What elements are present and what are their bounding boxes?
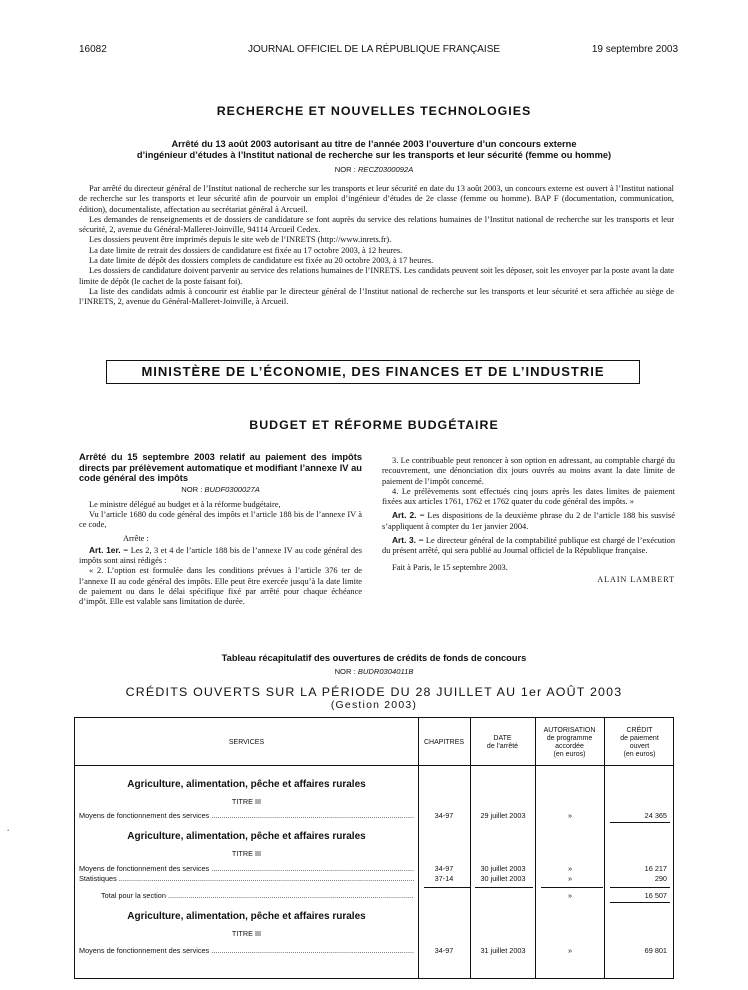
table-row-credit: 16 217: [644, 864, 667, 873]
table-row-chapitre: 34-97: [434, 811, 454, 820]
table-row-autorisation: »: [567, 864, 573, 873]
paragraph: La date limite de dépôt des dossiers complets de candidature est fixée au 20 octobre 2003, à 17 heures.: [89, 256, 434, 266]
signer-name: ALAIN LAMBERT: [597, 574, 675, 584]
table-row-label: Statistiques .....: [79, 874, 414, 883]
paragraph: Vu l’article 1680 du code général des impôts et l’article 188 bis de l’annexe IV à ce code,: [79, 509, 362, 530]
total-rule: [610, 822, 670, 823]
paragraph: Par arrêté du directeur général de l’Institut national de recherche sur les transports et leur sécurité en date du 13 août 2003, un concours externe est ouvert à l’Institut national de recherche sur les transports et leur sécurité afin de pourvoir un emploi d’ingénieur d’études de 2e classe (femme ou homme). BAP F (documentation, communication, édition), documentaliste, affectation au secrétariat général à Arcueil.: [79, 184, 674, 214]
table-row-credit: 69 801: [644, 946, 667, 955]
table-row-autorisation: »: [567, 874, 573, 883]
article-2: [382, 510, 675, 532]
table-row-label: Moyens de fonctionnement des services .....: [79, 864, 414, 873]
paragraph: Les dossiers peuvent être imprimés depuis le site web de l’INRETS (http://www.inrets.fr).: [89, 235, 392, 245]
header-line: de programme: [546, 735, 593, 742]
header-line: de l’arrêté: [486, 743, 519, 750]
group-ministry-title: Agriculture, alimentation, pêche et affaires rurales: [127, 831, 366, 842]
arrete-title-1: [84, 139, 664, 161]
paragraph: 4. Le prélèvements sont effectués cinq jours après les dates limites de paiement fixées aux articles 1761, 1762 et 1762 quater du code général des impôts. »: [382, 486, 675, 507]
column-header-chapitres: CHAPITRES: [423, 739, 465, 746]
header-line: (en euros): [553, 751, 586, 758]
article-label: Art. 2. −: [392, 510, 425, 521]
paragraph: La liste des candidats admis à concourir est établie par le directeur général de l’Institut national de recherche sur les transports et leur sécurité et sera affichée au siège de l’INRETS, 2, avenue du Général-Malleret-Joinville, à Arcueil.: [79, 286, 674, 307]
left-column: [79, 452, 362, 607]
group-titre: TITRE III: [231, 797, 262, 806]
header-line: ouvert: [629, 743, 650, 750]
table-row-label: Moyens de fonctionnement des services .....: [79, 811, 414, 820]
arrete-title-1-line2: d’ingénieur d’études à l’Institut national de recherche sur les transports et leur sécurité (femme ou homme): [136, 150, 612, 160]
done-at: Fait à Paris, le 15 septembre 2003.: [392, 562, 508, 572]
paragraph: La date limite de retrait des dossiers de candidature est fixée au 17 octobre 2003, à 12 heures.: [89, 245, 403, 255]
journal-title: JOURNAL OFFICIEL DE LA RÉPUBLIQUE FRANÇAISE: [247, 44, 501, 55]
nor-label: NOR :: [334, 667, 356, 676]
header-line: DATE: [493, 735, 512, 742]
paragraph: Le ministre délégué au budget et à la réforme budgétaire,: [89, 499, 281, 509]
paragraph: Les dossiers de candidature doivent parvenir au service des relations humaines de l’INRETS. Les candidats peuvent soit les déposer, soit les envoyer par la poste avant la date limite de dépôt (le cachet de la poste faisant foi).: [79, 266, 674, 286]
section-title-budget: BUDGET ET RÉFORME BUDGÉTAIRE: [249, 418, 499, 432]
table-row-date: 31 juillet 2003: [480, 946, 526, 955]
gestion-subheading: (Gestion 2003): [330, 699, 418, 711]
column-header-autorisation: [535, 727, 604, 759]
article-text: Les 2, 3 et 4 de l’article 188 bis de l’annexe IV au code général des impôts sont ainsi rédigés :: [79, 545, 363, 565]
group-titre: TITRE III: [231, 849, 262, 858]
arrete-title-2: Arrêté du 15 septembre 2003 relatif au paiement des impôts directs par prélèvement automatique et modifiant l’annexe IV au code général des impôts: [79, 452, 362, 483]
total-rule: [424, 887, 470, 888]
total-rule: [475, 887, 533, 888]
group-titre: TITRE III: [231, 929, 262, 938]
article-text: Le directeur général de la comptabilité publique est chargé de l’exécution du présent arrêté, qui sera publié au Journal officiel de la République française.: [382, 536, 676, 556]
margin-mark: ‘: [7, 828, 10, 836]
nor-label: NOR :: [334, 165, 356, 174]
table-row-date: 29 juillet 2003: [480, 811, 526, 820]
nor-reference-3: [0, 667, 748, 676]
nor-reference-1: [0, 165, 748, 174]
article-label: Art. 1er. −: [89, 544, 129, 555]
total-rule: [610, 902, 670, 903]
table-row-autorisation: »: [567, 811, 573, 820]
table-row-label: Moyens de fonctionnement des services .....: [79, 946, 414, 955]
column-divider: [418, 718, 419, 978]
right-column: [382, 456, 675, 584]
table-row-date: 30 juillet 2003: [480, 874, 526, 883]
table-row-chapitre: 37-14: [434, 874, 454, 883]
header-line: accordée: [555, 743, 584, 750]
column-header-date: [470, 735, 535, 751]
header-line: AUTORISATION: [543, 727, 596, 734]
page-number: 16082: [79, 44, 107, 55]
nor-label: NOR :: [181, 484, 203, 494]
nor-code: BUDF0300027A: [204, 484, 260, 494]
column-divider: [470, 718, 471, 978]
table-title: Tableau récapitulatif des ouvertures de crédits de fonds de concours: [221, 653, 527, 663]
total-rule: [610, 887, 670, 888]
table-row-date: 30 juillet 2003: [480, 864, 526, 873]
article-3: [382, 535, 675, 557]
arrete-body-1: [79, 184, 674, 308]
credits-heading: CRÉDITS OUVERTS SUR LA PÉRIODE DU 28 JUILLET AU 1er AOÛT 2003: [125, 685, 623, 699]
article-text: Les dispositions de la deuxième phrase du 2 de l’article 188 bis susvisé s’appliquent à compter du 1er janvier 2004.: [382, 511, 676, 531]
header-divider: [75, 765, 673, 766]
paragraph: 3. Le contribuable peut renoncer à son option en adressant, au comptable chargé du recouvrement, une dénonciation dix jours ouvrés au moins avant la date limite de paiement de l’impôt concerné.: [382, 456, 675, 486]
article-1: [79, 545, 362, 567]
group-ministry-title: Agriculture, alimentation, pêche et affaires rurales: [127, 911, 366, 922]
article-label: Art. 3. −: [392, 535, 424, 546]
header-date: 19 septembre 2003: [591, 44, 678, 55]
article-1-quote: « 2. L’option est formulée dans les conditions prévues à l’article 376 ter de l’annexe II au code général des impôts. Elle peut être exercée jusqu’à la date limite de paiement ou dans le délai spécifique fixé par arrêté pour chaque échéance d’impôt. Elle est valable sans limitation de durée.: [79, 566, 362, 607]
table-row-credit: 290: [654, 874, 667, 883]
table-row-chapitre: 34-97: [434, 864, 454, 873]
table-row-chapitre: 34-97: [434, 946, 454, 955]
ministry-banner: MINISTÈRE DE L’ÉCONOMIE, DES FINANCES ET DE L’INDUSTRIE: [106, 360, 640, 384]
credits-table: [74, 717, 674, 979]
nor-code: RECZ0300092A: [357, 165, 414, 174]
table-total-credit: 16 507: [644, 891, 667, 900]
arrete-word: Arrête :: [123, 534, 149, 544]
arrete-title-1-line1: Arrêté du 13 août 2003 autorisant au titre de l’année 2003 l’ouverture d’un concours externe: [171, 139, 577, 149]
table-row-credit: 24 365: [644, 811, 667, 820]
table-row-autorisation: »: [567, 946, 573, 955]
header-line: CRÉDIT: [626, 727, 653, 734]
column-header-credit: [604, 727, 675, 759]
table-total-label: Total pour la section .....: [101, 891, 414, 900]
section-title-recherche: RECHERCHE ET NOUVELLES TECHNOLOGIES: [216, 104, 532, 118]
nor-reference-2: [79, 485, 362, 494]
total-rule: [541, 887, 603, 888]
header-line: (en euros): [623, 751, 656, 758]
group-ministry-title: Agriculture, alimentation, pêche et affaires rurales: [127, 779, 366, 790]
paragraph: Les demandes de renseignements et de dossiers de candidature se font auprès du service des relations humaines de l’Institut national de recherche sur les transports et leur sécurité, 2, avenue du Général-Malleret-Joinville, 94114 Arcueil Cedex.: [79, 214, 674, 235]
table-total-autorisation: »: [567, 891, 573, 900]
nor-code: BUDR0304011B: [357, 667, 414, 676]
header-line: de paiement: [620, 735, 659, 742]
column-header-services: SERVICES: [228, 739, 265, 746]
